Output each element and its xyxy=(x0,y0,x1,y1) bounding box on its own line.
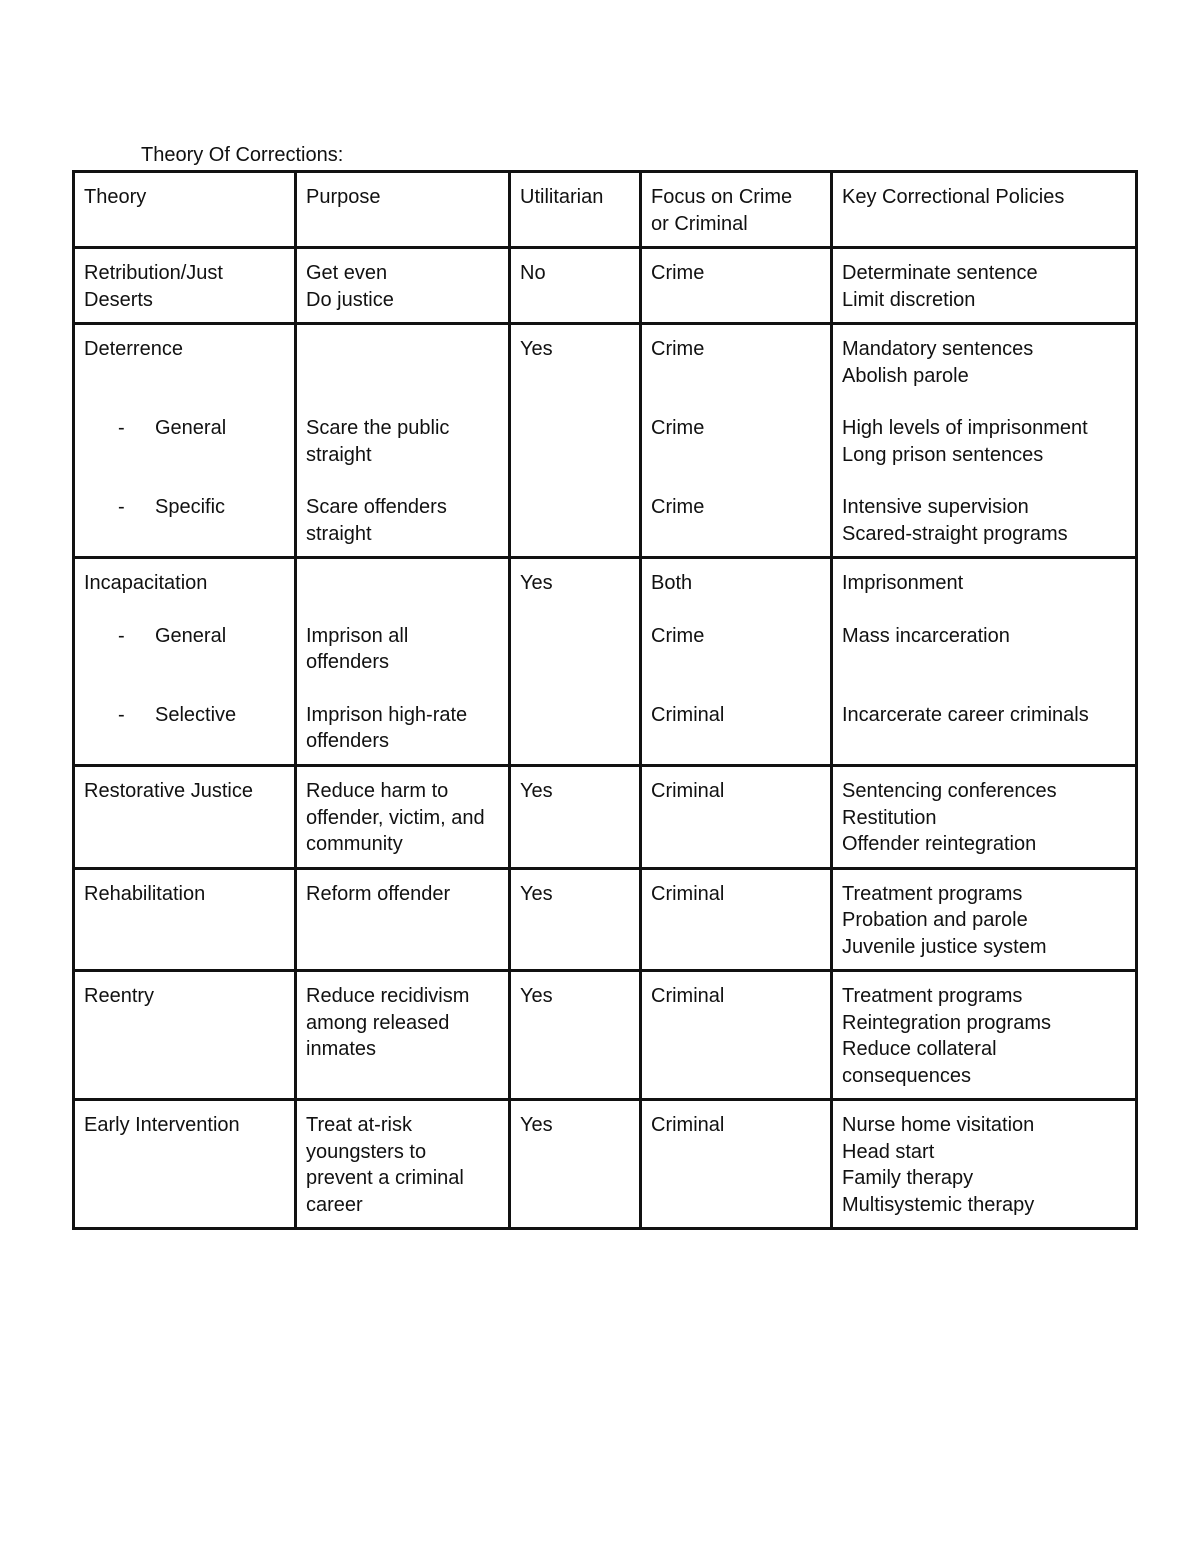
policies-cell: Sentencing conferences Restitution Offender reintegration xyxy=(832,766,1137,869)
policies-cell: Imprisonment Mass incarceration Incarcerate career criminals xyxy=(832,558,1137,766)
focus-cell: Crime Crime Crime xyxy=(641,324,832,558)
utilitarian-cell: No xyxy=(510,248,641,324)
utilitarian-cell: Yes xyxy=(510,766,641,869)
purpose-cell: Imprison all offenders Imprison high-rate offenders xyxy=(296,558,510,766)
theory-cell: Rehabilitation xyxy=(74,868,296,971)
theory-cell: Restorative Justice xyxy=(74,766,296,869)
subtype-selective: - Selective xyxy=(118,703,237,726)
page-title: Theory Of Corrections: xyxy=(141,144,344,166)
table-row xyxy=(74,766,1137,869)
subtype-specific: - Specific xyxy=(118,496,226,518)
purpose-cell: Get even Do justice xyxy=(296,248,510,324)
utilitarian-cell: Yes xyxy=(510,324,641,558)
utilitarian-cell: Yes xyxy=(510,558,641,766)
policies-cell: Determinate sentence Limit discretion xyxy=(832,248,1137,324)
purpose-cell: Treat at-risk youngsters to prevent a criminal career xyxy=(296,1100,510,1229)
corrections-table xyxy=(72,170,1138,1230)
policies-cell: Treatment programs Reintegration programs Reduce collateral consequences xyxy=(832,971,1137,1100)
subtype-general: - General xyxy=(118,624,227,647)
table-row xyxy=(74,558,1137,766)
utilitarian-cell: Yes xyxy=(510,1100,641,1229)
policies-cell: Treatment programs Probation and parole Juvenile justice system xyxy=(832,868,1137,971)
table-row xyxy=(74,868,1137,971)
utilitarian-cell: Yes xyxy=(510,971,641,1100)
purpose-cell: Scare the public straight Scare offenders straight xyxy=(296,324,510,558)
theory-cell: Reentry xyxy=(74,971,296,1100)
header-policies: Key Correctional Policies xyxy=(832,172,1137,248)
header-purpose: Purpose xyxy=(296,172,510,248)
focus-cell: Criminal xyxy=(641,1100,832,1229)
policies-cell: Mandatory sentences Abolish parole High levels of imprisonment Long prison sentences Intensive supervision Scared-straight programs xyxy=(832,324,1137,558)
table-row xyxy=(74,971,1137,1100)
purpose-cell: Reduce recidivism among released inmates xyxy=(296,971,510,1100)
purpose-cell: Reduce harm to offender, victim, and community xyxy=(296,766,510,869)
purpose-cell: Reform offender xyxy=(296,868,510,971)
utilitarian-cell: Yes xyxy=(510,868,641,971)
header-theory: Theory xyxy=(74,172,296,248)
theory-cell: Incapacitation - General - Selective xyxy=(74,558,296,766)
focus-cell: Both Crime Criminal xyxy=(641,558,832,766)
header-utilitarian: Utilitarian xyxy=(510,172,641,248)
policies-cell: Nurse home visitation Head start Family therapy Multisystemic therapy xyxy=(832,1100,1137,1229)
subtype-general: - General xyxy=(118,417,227,439)
focus-cell: Criminal xyxy=(641,868,832,971)
focus-cell: Crime xyxy=(641,248,832,324)
theory-cell: Retribution/Just Deserts xyxy=(74,248,296,324)
header-focus: Focus on Crime or Criminal xyxy=(641,172,832,248)
theory-cell: Deterrence - General - Specific xyxy=(74,324,296,558)
theory-cell: Early Intervention xyxy=(74,1100,296,1229)
table-row xyxy=(74,248,1137,324)
table-header-row xyxy=(74,172,1137,248)
focus-cell: Criminal xyxy=(641,971,832,1100)
focus-cell: Criminal xyxy=(641,766,832,869)
table-row xyxy=(74,324,1137,558)
table-row xyxy=(74,1100,1137,1229)
